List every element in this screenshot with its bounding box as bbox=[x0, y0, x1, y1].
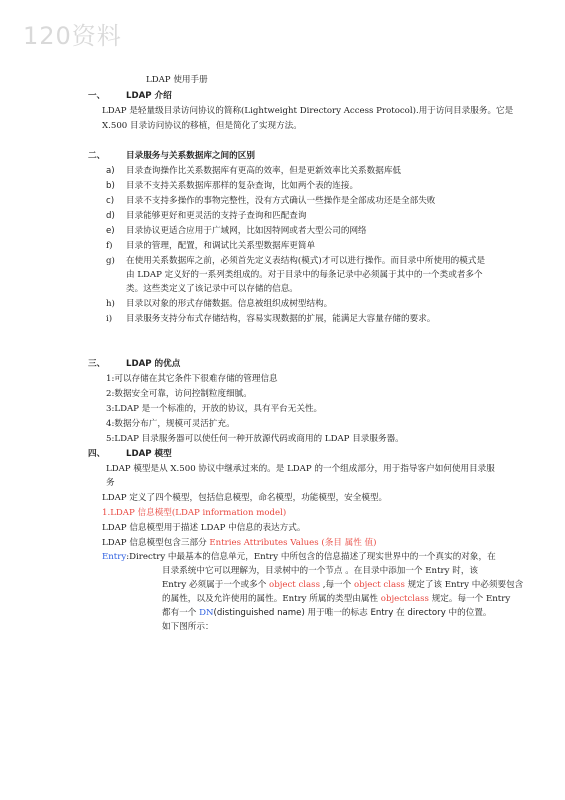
advantage-item: 4:数据分布广，规模可灵活扩充。 bbox=[106, 419, 235, 429]
model-para-line-2: 务 bbox=[106, 478, 115, 488]
section-1-para-line-1: LDAP 是轻量级目录访问协议的简称(Lightweight Directory Access Protocol).用于访问目录服务。它是 bbox=[102, 106, 514, 116]
list-marker: a) bbox=[106, 166, 115, 176]
entry-line-6: 如下图所示： bbox=[162, 622, 214, 632]
advantage-item: 5:LDAP 目录服务器可以使任何一种开放源代码或商用的 LDAP 目录服务器。 bbox=[106, 434, 404, 444]
list-marker: h) bbox=[106, 299, 115, 309]
section-3-number: 三、 bbox=[88, 359, 106, 369]
list-item: 目录协议更适合应用于广域网，比如因特网或者大型公司的网络 bbox=[126, 226, 367, 236]
advantage-item: 2:数据安全可靠，访问控制粒度细腻。 bbox=[106, 389, 252, 399]
parts-highlight: Entries Attributes Values (条目 属性 值) bbox=[209, 538, 377, 548]
list-item: 目录能够更好和更灵活的支持子查询和匹配查询 bbox=[126, 211, 307, 221]
list-item: 目录以对象的形式存储数据。信息被组织成树型结构。 bbox=[126, 299, 333, 309]
info-model-heading: 1.LDAP 信息模型(LDAP information model) bbox=[102, 508, 287, 518]
advantage-item: 1:可以存储在其它条件下很难存储的管理信息 bbox=[106, 374, 278, 384]
info-model-parts: LDAP 信息模型包含三部分 Entries Attributes Values (条目 属性 值) bbox=[102, 538, 377, 548]
list-item: 目录查询操作比关系数据库有更高的效率，但是更新效率比关系数据库低 bbox=[126, 166, 402, 176]
list-item: 目录的管理，配置，和调试比关系型数据库更简单 bbox=[126, 241, 316, 251]
entry-line-4: 的属性，以及允许使用的属性。Entry 所属的类型由属性 objectclass 规定。每一个 Entry bbox=[162, 594, 511, 604]
section-4-number: 四、 bbox=[88, 449, 106, 459]
info-model-desc: LDAP 信息模型用于描述 LDAP 中信息的表达方式。 bbox=[102, 523, 306, 533]
list-marker: c) bbox=[106, 196, 115, 206]
section-3-title: LDAP 的优点 bbox=[126, 359, 181, 369]
list-item: 目录不支持关系数据库那样的复杂查询，比如两个表的连接。 bbox=[126, 181, 359, 191]
entry-line-2: 目录系统中它可以理解为，目录树中的一个节点 。在目录中添加一个 Entry 时，该 bbox=[162, 566, 479, 576]
objectclass-term: objectclass bbox=[380, 594, 429, 604]
list-item: 目录不支持多操作的事物完整性，没有方式确认一些操作是全部成功还是全部失败 bbox=[126, 196, 436, 206]
list-marker: i) bbox=[106, 314, 113, 324]
list-marker: g) bbox=[106, 256, 115, 266]
model-para-line-1: LDAP 模型是从 X.500 协议中继承过来的。是 LDAP 的一个组成部分，用于指导客户如何使用目录服 bbox=[106, 464, 495, 474]
doc-title: LDAP 使用手册 bbox=[146, 75, 208, 85]
model-four-models: LDAP 定义了四个模型，包括信息模型，命名模型，功能模型，安全模型。 bbox=[102, 493, 388, 503]
section-1-number: 一、 bbox=[88, 91, 106, 101]
list-item-continuation: 由 LDAP 定义好的一系列类组成的。对于目录中的每条记录中必须属于其中的一个类或者多个 bbox=[126, 270, 483, 280]
list-marker: e) bbox=[106, 226, 115, 236]
list-marker: d) bbox=[106, 211, 115, 221]
list-marker: b) bbox=[106, 181, 115, 191]
object-class-term: object class bbox=[353, 580, 405, 590]
entry-label: Entry bbox=[102, 552, 127, 562]
dn-term: DN bbox=[199, 608, 214, 618]
section-1-para-line-2: X.500 目录访问协议的移植，但是简化了实现方法。 bbox=[102, 121, 302, 131]
list-item: 目录服务支持分布式存储结构，容易实现数据的扩展，能满足大容量存储的要求。 bbox=[126, 314, 436, 324]
section-4-title: LDAP 模型 bbox=[126, 449, 172, 459]
section-2-number: 二、 bbox=[88, 151, 106, 161]
entry-line-1: Entry:Directry 中最基本的信息单元，Entry 中所包含的信息描述了现实世界中的一个真实的对象，在 bbox=[102, 552, 496, 562]
section-1-title: LDAP 介绍 bbox=[126, 91, 172, 101]
list-item-continuation: 类。这些类定义了该记录中可以存储的信息。 bbox=[126, 284, 298, 294]
list-item: 在使用关系数据库之前，必须首先定义表结构(模式)才可以进行操作。而目录中所使用的模式是 bbox=[126, 256, 486, 266]
entry-line-3: Entry 必须属于一个或多个 object class ,每一个 object class 规定了该 Entry 中必须要包含 bbox=[162, 580, 524, 590]
entry-line-5: 都有一个 DN(distinguished name) 用于唯一的标志 Entry 在 directory 中的位置。 bbox=[162, 608, 492, 618]
section-2-title: 目录服务与关系数据库之间的区别 bbox=[126, 151, 255, 161]
object-class-term: object class bbox=[269, 580, 320, 590]
list-marker: f) bbox=[106, 241, 113, 251]
watermark: 120资料 bbox=[23, 22, 122, 50]
advantage-item: 3:LDAP 是一个标准的，开放的协议，具有平台无关性。 bbox=[106, 404, 323, 414]
